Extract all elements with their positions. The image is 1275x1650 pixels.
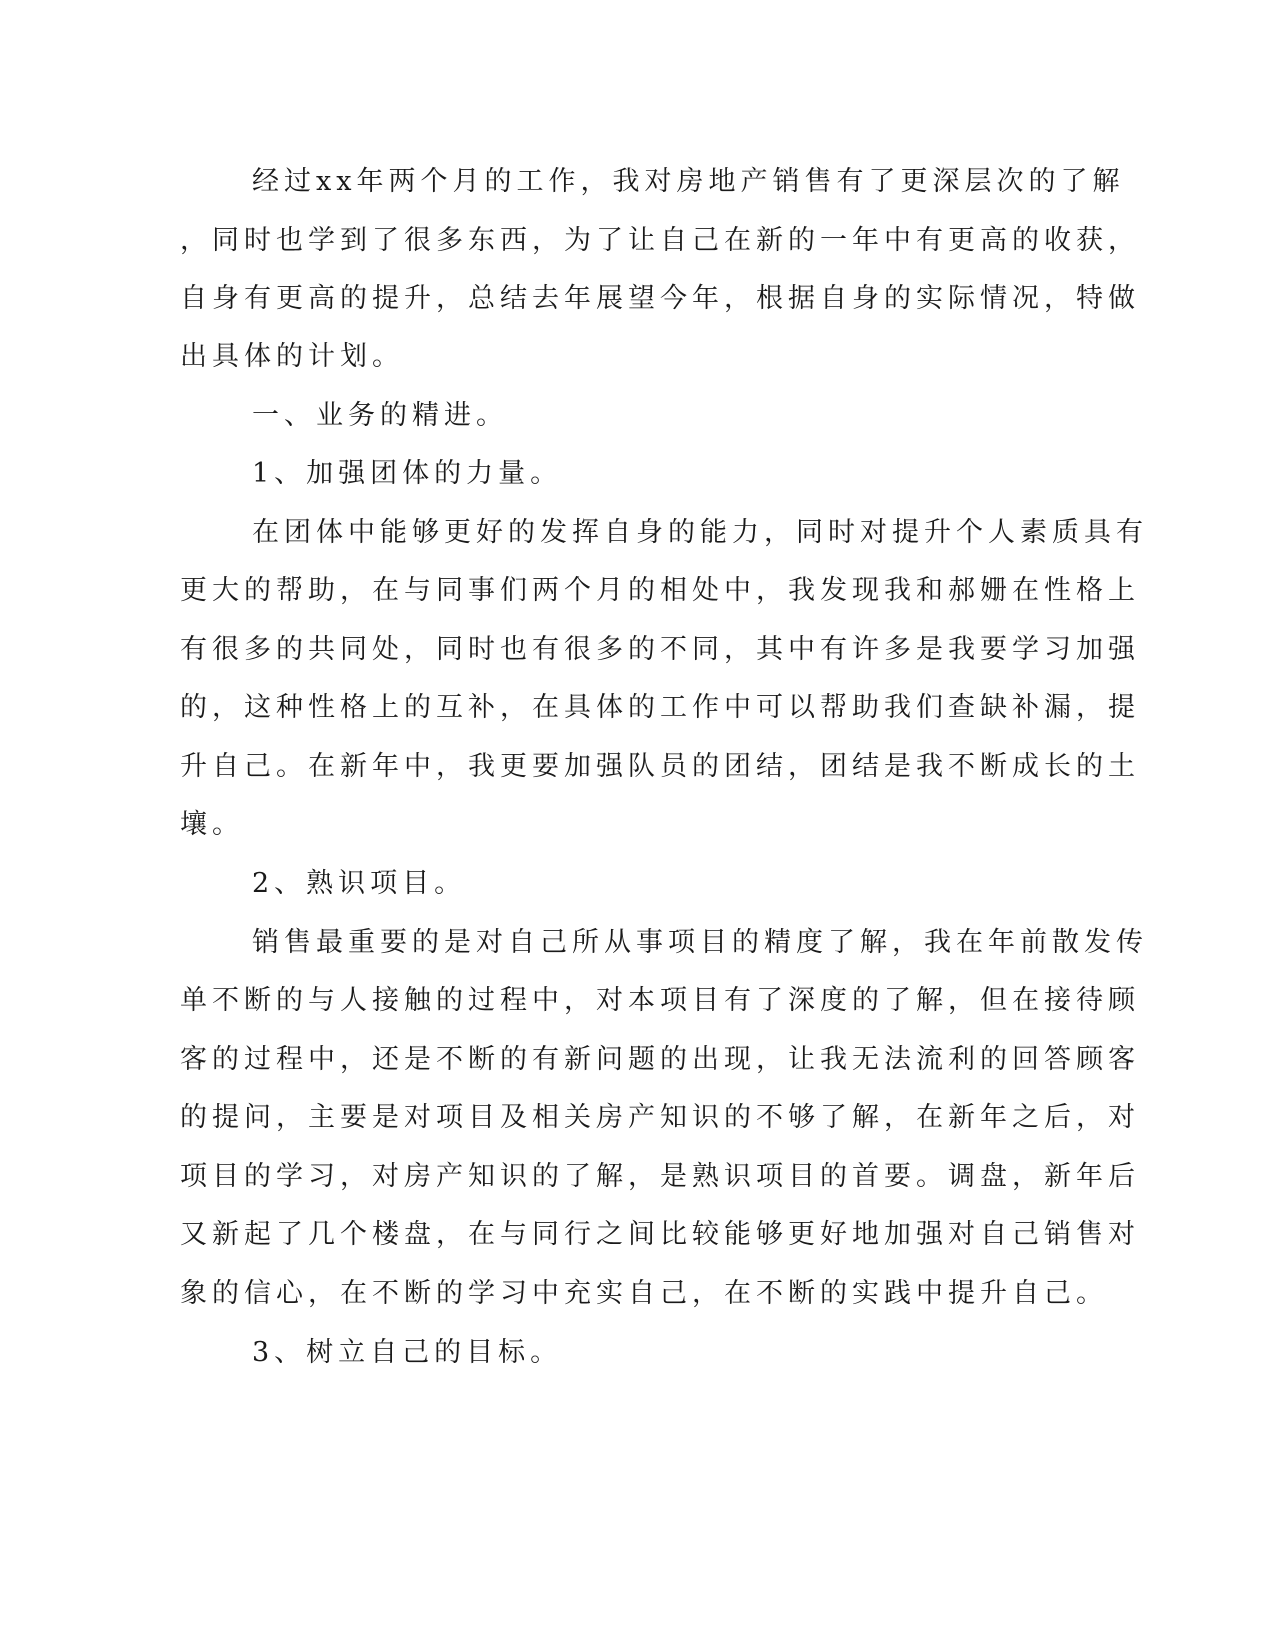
paragraph-line: 壤。 [180,809,244,840]
paragraph-line: 经过xx年两个月的工作，我对房地产销售有了更深层次的了解 [252,166,1125,197]
section-heading: 一、业务的精进。 [252,400,508,431]
subsection-heading: 2、熟识项目。 [252,868,467,899]
paragraph-line: 在团体中能够更好的发挥自身的能力，同时对提升个人素质具有 [252,517,1148,548]
paragraph-line: 自身有更高的提升，总结去年展望今年，根据自身的实际情况，特做 [180,283,1140,314]
paragraph-line: 象的信心，在不断的学习中充实自己，在不断的实践中提升自己。 [180,1278,1108,1309]
paragraph-line: 更大的帮助，在与同事们两个月的相处中，我发现我和郝姗在性格上 [180,575,1140,606]
paragraph-line: 项目的学习，对房产知识的了解，是熟识项目的首要。调盘，新年后 [180,1161,1140,1192]
paragraph-line: 销售最重要的是对自己所从事项目的精度了解，我在年前散发传 [252,927,1148,958]
paragraph-line: 又新起了几个楼盘，在与同行之间比较能够更好地加强对自己销售对 [180,1219,1140,1250]
paragraph-line: 有很多的共同处，同时也有很多的不同，其中有许多是我要学习加强 [180,634,1140,665]
paragraph-line: ，同时也学到了很多东西，为了让自己在新的一年中有更高的收获， [180,225,1140,256]
subsection-heading: 1、加强团体的力量。 [252,458,563,489]
paragraph-line: 升自己。在新年中，我更要加强队员的团结，团结是我不断成长的土 [180,751,1140,782]
paragraph-line: 的提问，主要是对项目及相关房产知识的不够了解，在新年之后，对 [180,1102,1140,1133]
paragraph-line: 出具体的计划。 [180,341,404,372]
subsection-heading: 3、树立自己的目标。 [252,1337,563,1368]
paragraph-line: 单不断的与人接触的过程中，对本项目有了深度的了解，但在接待顾 [180,985,1140,1016]
paragraph-line: 的，这种性格上的互补，在具体的工作中可以帮助我们查缺补漏，提 [180,692,1140,723]
paragraph-line: 客的过程中，还是不断的有新问题的出现，让我无法流利的回答顾客 [180,1044,1140,1075]
